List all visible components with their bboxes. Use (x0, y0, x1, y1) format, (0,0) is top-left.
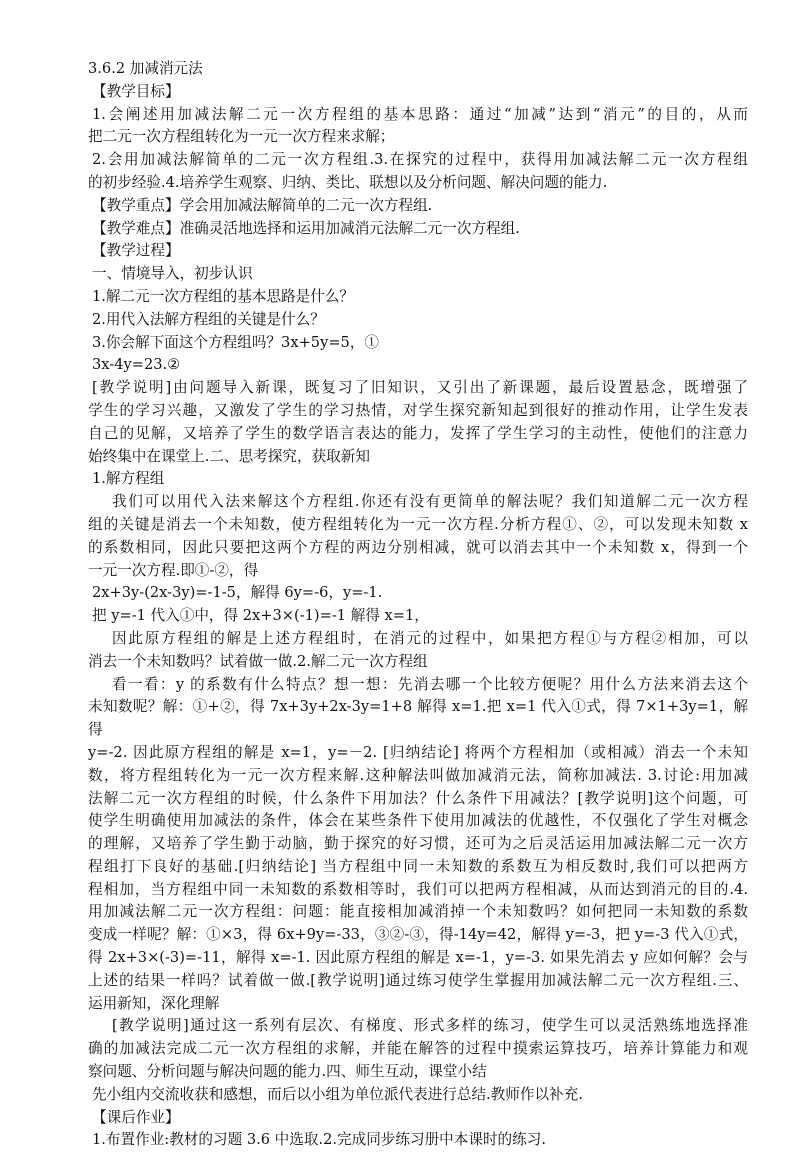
text-line: 组的关键是消去一个未知数，使方程组转化为一元一次方程.分析方程①、②，可以发现未知数 x (88, 515, 748, 533)
text-line: 学生的学习兴趣，又激发了学生的学习热情，对学生探究新知起到很好的推动作用，让学生发表 (88, 401, 748, 419)
text-line: 因此原方程组的解是上述方程组时，在消元的过程中，如果把方程①与方程②相加，可以 (112, 629, 748, 647)
text-line: 确的加减法完成二元一次方程组的求解，并能在解答的过程中摸索运算技巧，培养计算能力和观 (88, 1040, 748, 1058)
text-line: 1.解方程组 (92, 470, 165, 488)
text-line: 3x-4y=23.② (92, 356, 181, 374)
text-line: 2.用代入法解方程组的关键是什么？ (92, 310, 325, 328)
text-line: 1.会阐述用加减法解二元一次方程组的基本思路：通过“加减”达到“消元”的目的，从而 (92, 105, 748, 123)
text-line: 未知数呢？解：①+②，得 7x+3y+2x-3y=1+8 解得 x=1.把 x=1 代入①式，得 7×1+3y=1，解得 (88, 698, 748, 739)
text-line: 2x+3y-(2x-3y)=-1-5，解得 6y=-6，y=-1. (92, 584, 383, 602)
text-line: 【课后作业】 (92, 1108, 180, 1126)
text-line: 看一看：y 的系数有什么特点？想一想：先消去哪一个比较方便呢？用什么方法来消去这个 (112, 675, 748, 693)
text-line: 1.解二元一次方程组的基本思路是什么？ (92, 287, 355, 305)
document-body (88, 58, 748, 1152)
text-line: 数，将方程组转化为一元一次方程来解.这种解法叫做加减消元法，简称加减法. 3.讨论:用加减 (88, 766, 748, 784)
text-line: 消去一个未知数吗？试着做一做.2.解二元一次方程组 (88, 652, 428, 670)
text-line: 我们可以用代入法来解这个方程组.你还有没有更简单的解法呢？我们知道解二元一次方程 (112, 493, 748, 511)
text-line: 法解二元一次方程组的时候，什么条件下用加法？什么条件下用减法？[教学说明]这个问题，可 (88, 789, 748, 807)
text-line: 1.布置作业:教材的习题 3.6 中选取.2.完成同步练习册中本课时的练习. (92, 1131, 546, 1149)
text-line: 使学生明确使用加减法的条件，体会在某些条件下使用加减法的优越性，不仅强化了学生对概念 (88, 812, 748, 830)
text-line: 始终集中在课堂上.二、思考探究，获取新知 (88, 447, 370, 465)
text-line: 一、情境导入，初步认识 (92, 265, 253, 283)
text-line: 运用新知，深化理解 (88, 994, 220, 1012)
text-line: 2.会用加减法解简单的二元一次方程组.3.在探究的过程中，获得用加减法解二元一次方程组 (92, 151, 748, 169)
text-line: 一元一次方程.即①-②，得 (88, 561, 259, 579)
text-line: 察问题、分析问题与解决问题的能力.四、师生互动，课堂小结 (88, 1063, 487, 1081)
text-line: 的初步经验.4.培养学生观察、归纳、类比、联想以及分析问题、解决问题的能力. (88, 173, 608, 191)
text-line: 【教学过程】 (92, 242, 180, 260)
text-line: [教学说明]由问题导入新课，既复习了旧知识，又引出了新课题，最后设置悬念，既增强了 (92, 379, 748, 397)
text-line: 得 2x+3×(-3)=-11，解得 x=-1. 因此原方程组的解是 x=-1，y=-3. 如果先消去 y 应如何解？会与 (88, 949, 748, 967)
text-line: 3.你会解下面这个方程组吗？3x+5y=5，① (92, 333, 380, 351)
text-line: [教学说明]通过这一系列有层次、有梯度、形式多样的练习，使学生可以灵活熟练地选择准 (112, 1017, 748, 1035)
text-line: 程相加，当方程组中同一未知数的系数相等时，我们可以把两方程相减，从而达到消元的目的.4. (88, 880, 748, 898)
text-line: y=-2. 因此原方程组的解是 x=1，y=－2. [归纳结论] 将两个方程相加（或相减）消去一个未知 (88, 743, 748, 761)
text-line: 上述的结果一样吗？试着做一做.[教学说明]通过练习使学生掌握用加减法解二元一次方程组.三、 (88, 971, 748, 989)
text-line: 3.6.2 加减消元法 (88, 60, 203, 77)
text-line: 用加减法解二元一次方程组：问题：能直接相加减消掉一个未知数吗？如何把同一未知数的系数 (88, 903, 748, 921)
text-line: 的系数相同，因此只要把这两个方程的两边分别相减，就可以消去其中一个未知数 x，得到一个 (88, 538, 748, 556)
text-line: 【教学目标】 (92, 82, 180, 100)
text-line: 先小组内交流收获和感想，而后以小组为单位派代表进行总结.教师作以补充. (92, 1085, 583, 1103)
text-line: 【教学重点】学会用加减法解简单的二元一次方程组. (92, 196, 433, 214)
text-line: 【教学难点】准确灵活地选择和运用加减消元法解二元一次方程组. (92, 219, 520, 237)
text-line: 的理解，又培养了学生勤于动脑，勤于探究的好习惯，还可为之后灵活运用加减法解二元一次方 (88, 835, 748, 853)
text-line: 把 y=-1 代入①中，得 2x+3×(-1)=-1 解得 x=1， (92, 607, 429, 625)
text-line: 自己的见解，又培养了学生的数学语言表达的能力，发挥了学生学习的主动性，使他们的注意力 (88, 424, 748, 442)
text-line: 程组打下良好的基础.[归纳结论] 当方程组中同一未知数的系数互为相反数时,我们可以把两方 (88, 857, 748, 875)
text-line: 变成一样呢？解：①×3，得 6x+9y=-33，③②-③，得-14y=42，解得 y=-3，把 y=-3 代入①式， (88, 926, 748, 944)
text-line: 把二元一次方程组转化为一元一次方程来求解； (88, 128, 395, 146)
